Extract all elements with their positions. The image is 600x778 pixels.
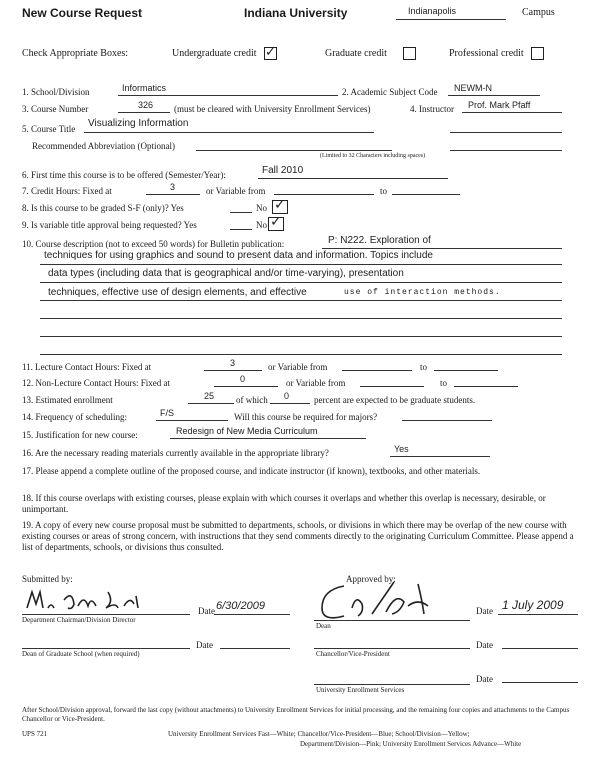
- chancellor-label: Chancellor/Vice-President: [316, 650, 390, 658]
- library-value: Yes: [394, 444, 409, 454]
- campus-value: Indianapolis: [408, 6, 457, 16]
- dean-signature: [318, 578, 458, 624]
- chair-label: Department Chairman/Division Director: [22, 616, 136, 624]
- course-number-value: 326: [138, 100, 154, 110]
- justification-label: 15. Justification for new course:: [22, 430, 138, 440]
- professional-checkbox[interactable]: [531, 47, 544, 60]
- enrollment-services-date-label: Date: [476, 674, 493, 684]
- frequency-label: 14. Frequency of scheduling:: [22, 412, 127, 422]
- description-line-2: techniques for using graphics and sound to present data and information. Topics include: [44, 250, 433, 261]
- graduate-dean-label: Dean of Graduate School (when required): [22, 650, 140, 658]
- description-label: 10. Course description (not to exceed 50 words) for Bulletin publication:: [22, 239, 285, 249]
- course-number-label: 3. Course Number: [22, 104, 89, 114]
- undergraduate-check-mark: ✓: [265, 45, 276, 60]
- enrollment-value: 25: [204, 391, 215, 401]
- description-line-4: techniques, effective use of design elements, and effective: [48, 287, 307, 298]
- sf-grading-label: 8. Is this course to be graded S-F (only)? Yes: [22, 203, 184, 213]
- distribution-line-2: Department/Division—Pink; University Enrollment Services Advance—White: [300, 740, 522, 748]
- variable-title-no-check-mark: ✓: [270, 214, 282, 230]
- lecture-hours-value: 3: [230, 358, 236, 368]
- instructor-value: Prof. Mark Pfaff: [468, 100, 531, 110]
- variable-title-label: 9. Is variable title approval being requested? Yes: [22, 220, 197, 230]
- non-lecture-hours-value: 0: [240, 374, 246, 384]
- lecture-to-label: to: [420, 362, 428, 372]
- credit-hours-to-label: to: [380, 186, 388, 196]
- dean-date-label: Date: [476, 606, 493, 616]
- library-label: 16. Are the necessary reading materials currently available in the appropriate library?: [22, 448, 329, 458]
- justification-value: Redesign of New Media Curriculum: [176, 426, 318, 436]
- graduate-checkbox[interactable]: [403, 47, 416, 60]
- distribution-line-1: University Enrollment Services Fast—White; Chancellor/Vice-President—Blue; School/Division—Yellow;: [168, 730, 470, 738]
- description-typed-text: use of interaction methods.: [344, 288, 501, 297]
- footer-note: After School/Division approval, forward the last copy (without attachments) to University Enrollment Services for initial processing, and the remaining four copies and attachments to the Campus Chancellor or Vice-President.: [22, 706, 570, 723]
- item-18: 18. If this course overlaps with existing courses, please explain with which courses it overlaps and whether this overlap is necessary, desirable, or unimportant.: [22, 493, 546, 514]
- school-value: Informatics: [122, 83, 167, 93]
- enrollment-which-label: of which: [236, 395, 268, 405]
- dean-label: Dean: [316, 622, 331, 630]
- dean-date-value: 1 July 2009: [502, 598, 564, 612]
- credit-hours-value: 3: [170, 182, 176, 192]
- abbreviation-note: (Limited to 32 Characters including spaces): [320, 153, 426, 159]
- frequency-value: F/S: [160, 408, 175, 418]
- enrollment-services-label: University Enrollment Services: [316, 686, 405, 694]
- first-offered-value: Fall 2010: [262, 165, 304, 176]
- description-line-1: P: N222. Exploration of: [328, 235, 431, 246]
- chair-date-label: Date: [198, 606, 215, 616]
- subject-code-value: NEWM-N: [454, 83, 492, 93]
- chair-date-value: 6/30/2009: [216, 600, 265, 612]
- submitted-by-label: Submitted by:: [22, 574, 73, 584]
- check-boxes-label: Check Appropriate Boxes:: [22, 48, 129, 59]
- credit-hours-label: 7. Credit Hours: Fixed at: [22, 186, 112, 196]
- variable-title-no-label: No: [256, 220, 267, 230]
- course-number-note: (must be cleared with University Enrollment Services): [174, 104, 371, 114]
- approved-by-label: Approved by:: [346, 574, 396, 584]
- item-19: 19. A copy of every new course proposal must be submitted to departments, schools, or divisions in which there may be overlap of the new course with existing courses or areas of strong concern, with instructions that they send comments directly to the originating Curriculum Committee. Please append a list of departments, schools, or divisions thus consulted.: [22, 520, 574, 552]
- abbreviation-label: Recommended Abbreviation (Optional): [32, 141, 175, 151]
- non-lecture-variable-label: or Variable from: [286, 378, 346, 388]
- non-lecture-to-label: to: [440, 378, 448, 388]
- description-line-3: data types (including data that is geographical and/or time-varying), presentation: [48, 268, 404, 279]
- first-offered-label: 6. First time this course is to be offered (Semester/Year):: [22, 170, 226, 180]
- course-title-label: 5. Course Title: [22, 124, 76, 134]
- enrollment-graduate-value: 0: [284, 391, 290, 401]
- university-name: Indiana University: [244, 6, 348, 20]
- sf-no-check-mark: ✓: [274, 197, 286, 213]
- subject-code-label: 2. Academic Subject Code: [342, 87, 438, 97]
- enrollment-label: 13. Estimated enrollment: [22, 395, 113, 405]
- chair-signature: [24, 586, 194, 616]
- professional-credit-label: Professional credit: [449, 48, 524, 59]
- enrollment-note: percent are expected to be graduate students.: [314, 395, 476, 405]
- graduate-dean-date-label: Date: [196, 640, 213, 650]
- majors-label: Will this course be required for majors?: [234, 412, 378, 422]
- undergraduate-credit-label: Undergraduate credit: [172, 48, 257, 59]
- instructor-label: 4. Instructor: [410, 104, 454, 114]
- lecture-hours-label: 11. Lecture Contact Hours: Fixed at: [22, 362, 152, 372]
- school-label: 1. School/Division: [22, 87, 90, 97]
- course-title-value: Visualizing Information: [88, 118, 189, 129]
- form-number: UPS 721: [22, 730, 48, 738]
- non-lecture-hours-label: 12. Non-Lecture Contact Hours: Fixed at: [22, 378, 170, 388]
- campus-label: Campus: [522, 7, 555, 18]
- credit-hours-variable-label: or Variable from: [206, 186, 266, 196]
- graduate-credit-label: Graduate credit: [325, 48, 387, 59]
- chancellor-date-label: Date: [476, 640, 493, 650]
- sf-no-label: No: [256, 203, 267, 213]
- lecture-variable-label: or Variable from: [268, 362, 328, 372]
- item-17: 17. Please append a complete outline of the proposed course, and indicate instructor (if known), textbooks, and other materials.: [22, 466, 481, 476]
- form-title: New Course Request: [22, 6, 143, 20]
